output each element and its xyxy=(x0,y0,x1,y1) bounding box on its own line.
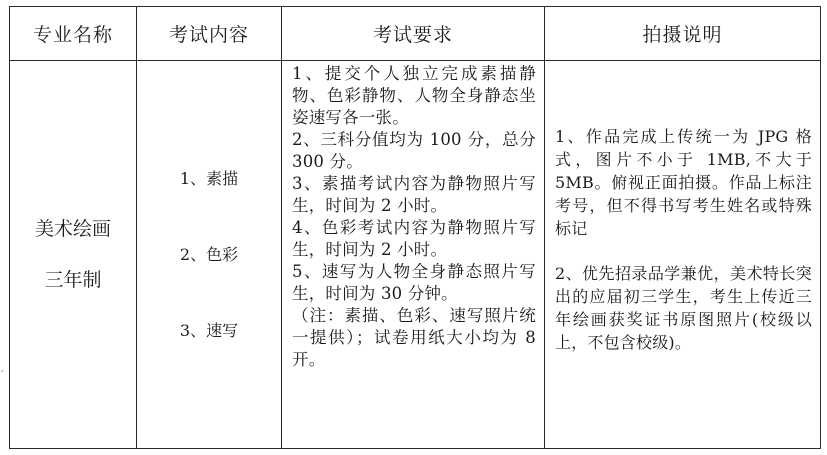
table-row xyxy=(10,61,821,449)
content-item: 1、素描 xyxy=(179,168,239,188)
header-major: 专业名称 xyxy=(10,7,137,61)
requirement-item: 5、速写为人物全身静态照片写生，时间为 30 分钟。 xyxy=(292,262,536,303)
notes-cell xyxy=(545,61,821,449)
major-duration: 三年制 xyxy=(44,268,102,291)
requirement-note: （注：素描、色彩、速写照片统一提供）；试卷用纸大小均为 8 开。 xyxy=(292,306,536,369)
requirements-cell xyxy=(282,61,545,449)
exam-requirements-table xyxy=(9,6,821,449)
content-cell xyxy=(137,61,282,449)
requirement-item: 2、三科分值均为 100 分，总分 300 分。 xyxy=(292,130,536,171)
note-item: 2、优先招录品学兼优，美术特长突出的应届初三学生，考生上传近三年绘画获奖证书原图照片(校级以上，不包含校级)。 xyxy=(555,264,812,352)
header-content: 考试内容 xyxy=(137,7,282,61)
content-item: 2、色彩 xyxy=(179,244,239,264)
content-item: 3、速写 xyxy=(179,320,239,340)
requirement-item: 1、提交个人独立完成素描静物、色彩静物、人物全身静态坐姿速写各一张。 xyxy=(292,64,536,127)
header-requirements: 考试要求 xyxy=(282,7,545,61)
header-notes: 拍摄说明 xyxy=(545,7,821,61)
note-item: 1、作品完成上传统一为 JPG 格式，图片不小于 1MB,不大于 5MB。俯视正面拍摄。作品上标注考号，但不得书写考生姓名或特殊标记 xyxy=(555,127,812,238)
edge-mark: ˅ xyxy=(0,370,5,380)
requirement-item: 3、素描考试内容为静物照片写生，时间为 2 小时。 xyxy=(292,174,536,215)
major-cell xyxy=(10,61,137,449)
header-row xyxy=(10,7,821,61)
major-name: 美术绘画 xyxy=(34,217,111,240)
requirement-item: 4、色彩考试内容为静物照片写生，时间为 2 小时。 xyxy=(292,218,536,259)
